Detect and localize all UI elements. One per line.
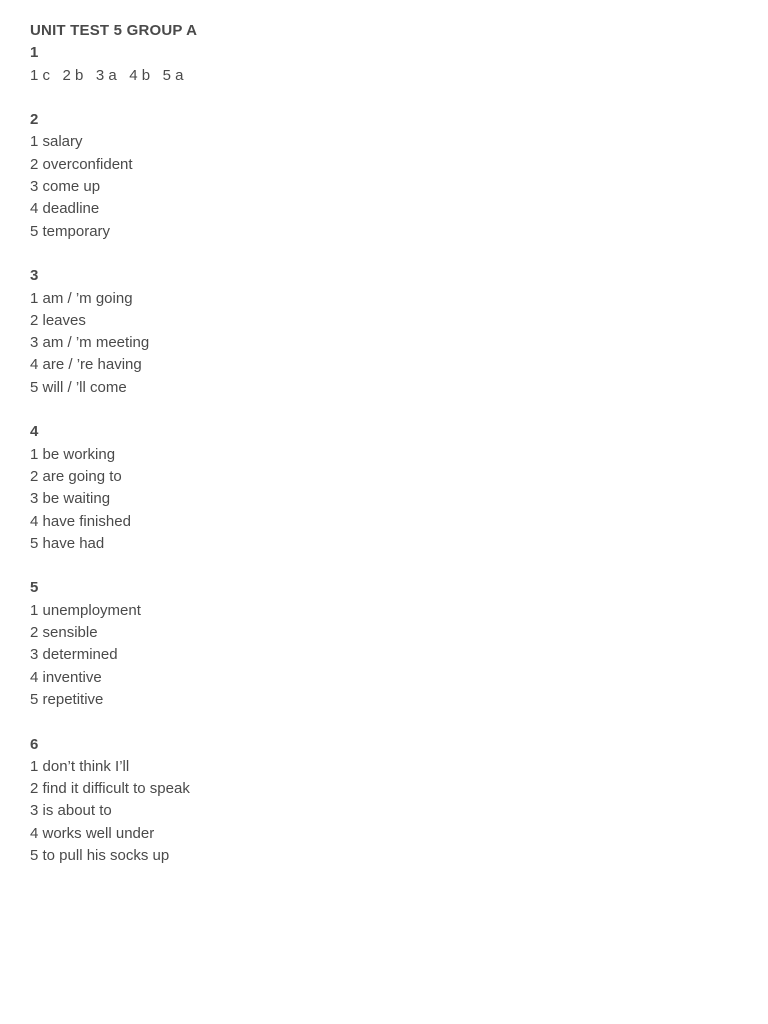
answer-line: 3 determined [30, 646, 118, 664]
section-number: 6 [30, 735, 39, 753]
answer-line: 4 have finished [30, 512, 131, 530]
answer-line: 3 am / ’m meeting [30, 334, 150, 352]
answer-line: 2 leaves [30, 311, 86, 329]
answer-line: 1 salary [30, 133, 83, 151]
answer-line: 1 unemployment [30, 601, 141, 619]
section-number: 3 [30, 267, 39, 285]
answer-line: 3 be waiting [30, 490, 111, 508]
section-5 [30, 577, 197, 711]
section-number: 2 [30, 111, 39, 129]
answer-line: 1 don’t think I’ll [30, 757, 130, 775]
section-gap [30, 87, 197, 109]
answer-line: 2 find it difficult to speak [30, 780, 190, 798]
answer-line: 3 is about to [30, 802, 112, 820]
answer-line: 5 temporary [30, 222, 111, 240]
answer-line: 2 are going to [30, 467, 122, 485]
answer-line: 3 come up [30, 178, 101, 196]
section-6 [30, 734, 197, 868]
answer-line: 5 repetitive [30, 690, 104, 708]
answer-line: 5 have had [30, 534, 105, 552]
document-title: UNIT TEST 5 GROUP A [30, 22, 198, 39]
section-1 [30, 42, 197, 87]
answer-line: 5 to pull his socks up [30, 846, 170, 864]
section-gap [30, 555, 197, 577]
section-number: 4 [30, 423, 39, 441]
section-4 [30, 421, 197, 555]
answer-key-document [30, 20, 197, 867]
section-3 [30, 265, 197, 399]
answer-line: 2 sensible [30, 624, 98, 642]
answer-line: 5 will / ’ll come [30, 378, 127, 396]
answer-line: 4 deadline [30, 200, 100, 218]
section-gap [30, 399, 197, 421]
answer-line: 1 am / ’m going [30, 289, 133, 307]
section-gap [30, 711, 197, 733]
answer-line: 4 inventive [30, 668, 102, 686]
section-number: 5 [30, 579, 39, 597]
answer-line: 1 be working [30, 445, 116, 463]
section-2 [30, 109, 197, 243]
section-number: 1 [30, 44, 39, 62]
answer-line: 2 overconfident [30, 155, 133, 173]
answer-line: 4 are / ’re having [30, 356, 142, 374]
section-gap [30, 243, 197, 265]
answer-line: 4 works well under [30, 824, 155, 842]
answer-line: 1 c 2 b 3 a 4 b 5 a [30, 66, 184, 84]
